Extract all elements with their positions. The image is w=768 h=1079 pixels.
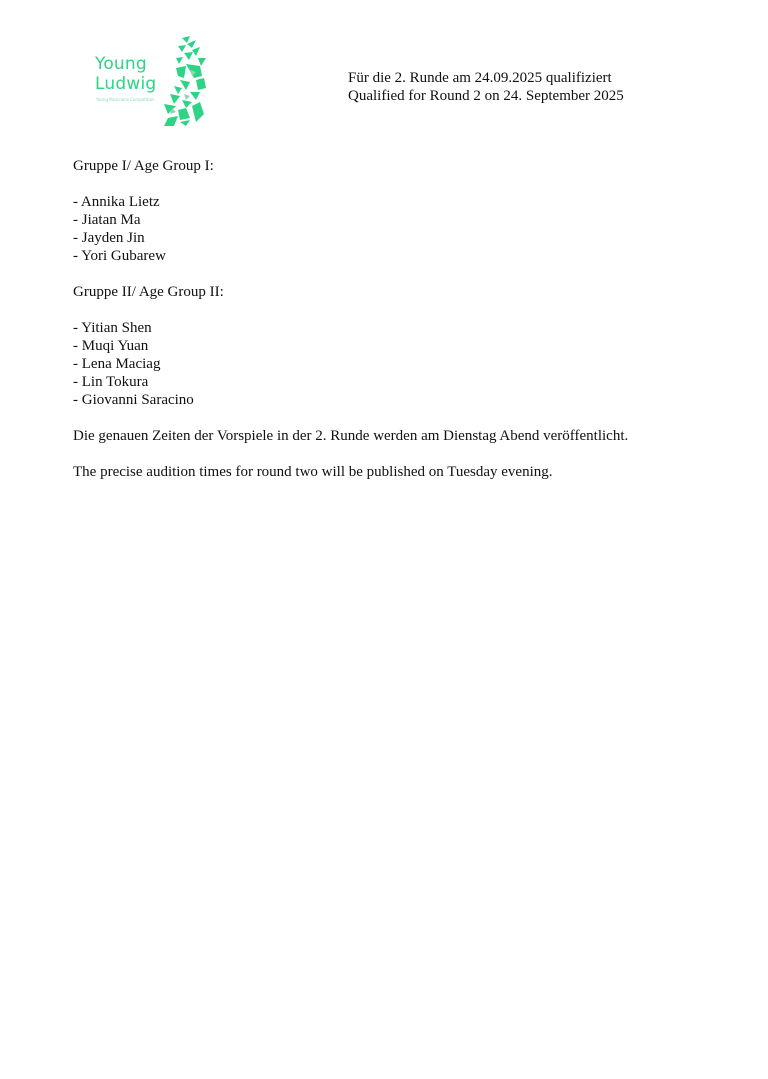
header-line-english: Qualified for Round 2 on 24. September 2025: [348, 88, 624, 104]
list-item: - Jiatan Ma: [73, 212, 141, 228]
logo: [92, 36, 222, 128]
group-2-list: [73, 319, 733, 409]
list-item: - Lin Tokura: [73, 374, 149, 390]
group-1-list: [73, 193, 733, 265]
qualification-header: [348, 69, 624, 105]
beethoven-portrait-icon: [156, 36, 216, 126]
logo-line-ludwig: Ludwig: [95, 74, 157, 94]
note-english: The precise audition times for round two will be published on Tuesday evening.: [73, 464, 553, 480]
list-item: - Annika Lietz: [73, 194, 160, 210]
logo-line-young: Young: [95, 54, 147, 74]
logo-wordmark: [95, 54, 156, 94]
list-item: - Muqi Yuan: [73, 338, 149, 354]
document-body: [73, 157, 733, 499]
list-item: - Lena Maciag: [73, 356, 161, 372]
note-german: Die genauen Zeiten der Vorspiele in der 2. Runde werden am Dienstag Abend veröffentlicht.: [73, 428, 629, 444]
logo-tagline: Young Musicians Competition: [96, 97, 155, 102]
list-item: - Giovanni Saracino: [73, 392, 194, 408]
group-2-heading: Gruppe II/ Age Group II:: [73, 284, 224, 300]
list-item: - Yori Gubarew: [73, 248, 166, 264]
list-item: - Yitian Shen: [73, 320, 152, 336]
header-line-german: Für die 2. Runde am 24.09.2025 qualifiziert: [348, 70, 612, 86]
list-item: - Jayden Jin: [73, 230, 145, 246]
group-1-heading: Gruppe I/ Age Group I:: [73, 158, 214, 174]
